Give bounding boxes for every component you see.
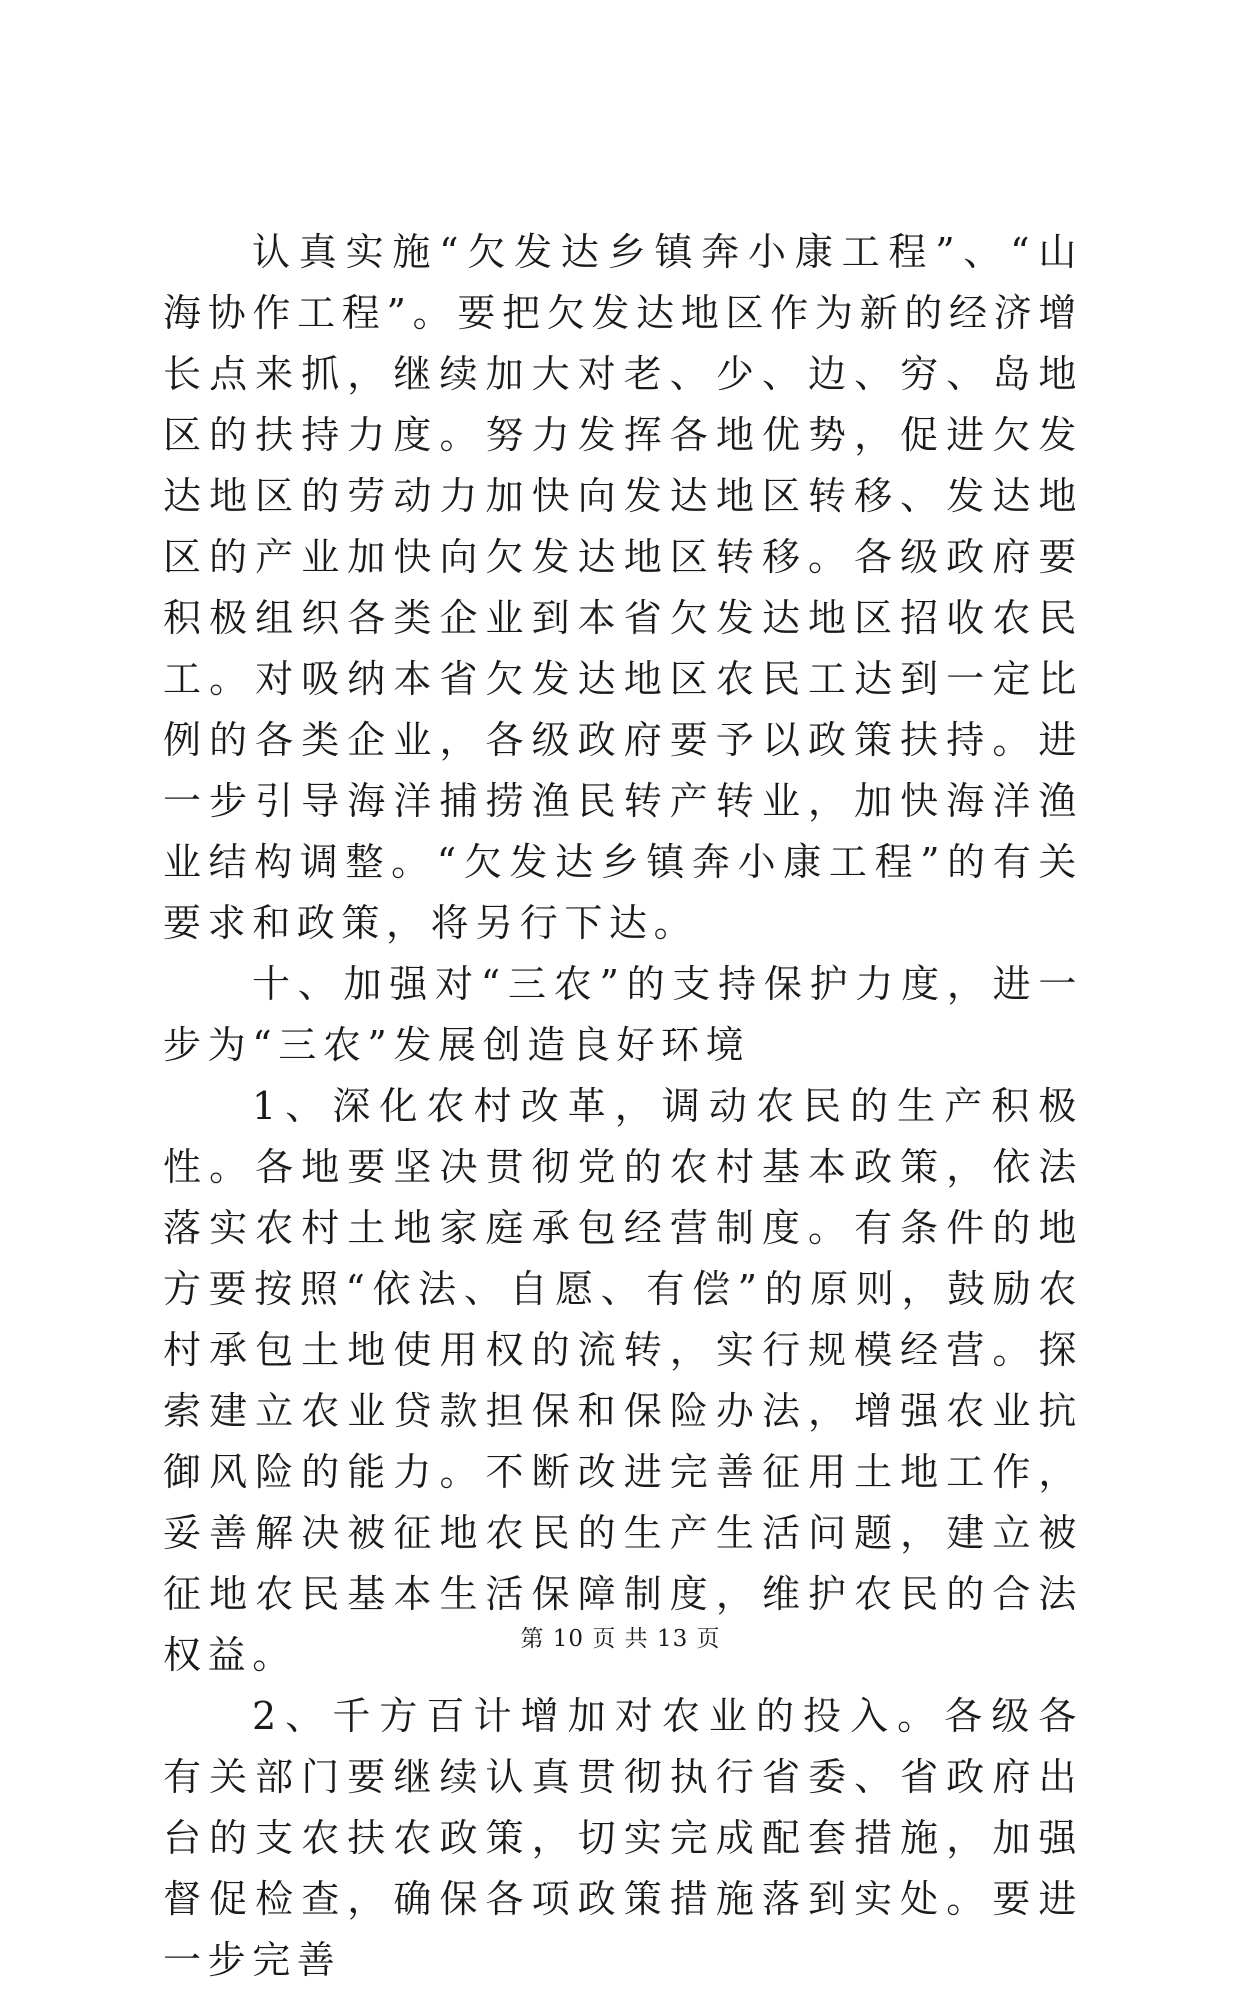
paragraph-agricultural-investment: 2、千方百计增加对农业的投入。各级各有关部门要继续认真贯彻执行省委、省政府出台的支农扶农政策，切实完成配套措施，加强督促检查，确保各项政策措施落到实处。要进一步完善 <box>163 1694 1083 1982</box>
paragraph-underdeveloped-areas: 认真实施“欠发达乡镇奔小康工程”、“山海协作工程”。要把欠发达地区作为新的经济增长点来抓，继续加大对老、少、边、穷、岛地区的扶持力度。努力发挥各地优势，促进欠发达地区的劳动力加快向发达地区转移、发达地区的产业加快向欠发达地区转移。各级政府要积极组织各类企业到本省欠发达地区招收农民工。对吸纳本省欠发达地区农民工达到一定比例的各类企业，各级政府要予以政策扶持。进一步引导海洋捕捞渔民转产转业，加快海洋渔业结构调整。“欠发达乡镇奔小康工程”的有关要求和政策，将另行下达。 <box>163 230 1083 945</box>
paragraph-rural-reform: 1、深化农村改革，调动农民的生产积极性。各地要坚决贯彻党的农村基本政策，依法落实农村土地家庭承包经营制度。有条件的地方要按照“依法、自愿、有偿”的原则，鼓励农村承包土地使用权的流转，实行规模经营。探索建立农业贷款担保和保险办法，增强农业抗御风险的能力。不断改进完善征用土地工作，妥善解决被征地农民的生产生活问题，建立被征地农民基本生活保障制度，维护农民的合法权益。 <box>163 1084 1083 1677</box>
document-body <box>163 222 1083 1991</box>
page-number-footer: 第 10 页 共 13 页 <box>520 1626 721 1652</box>
section-heading-ten: 十、加强对“三农”的支持保护力度，进一步为“三农”发展创造良好环境 <box>163 962 1083 1067</box>
